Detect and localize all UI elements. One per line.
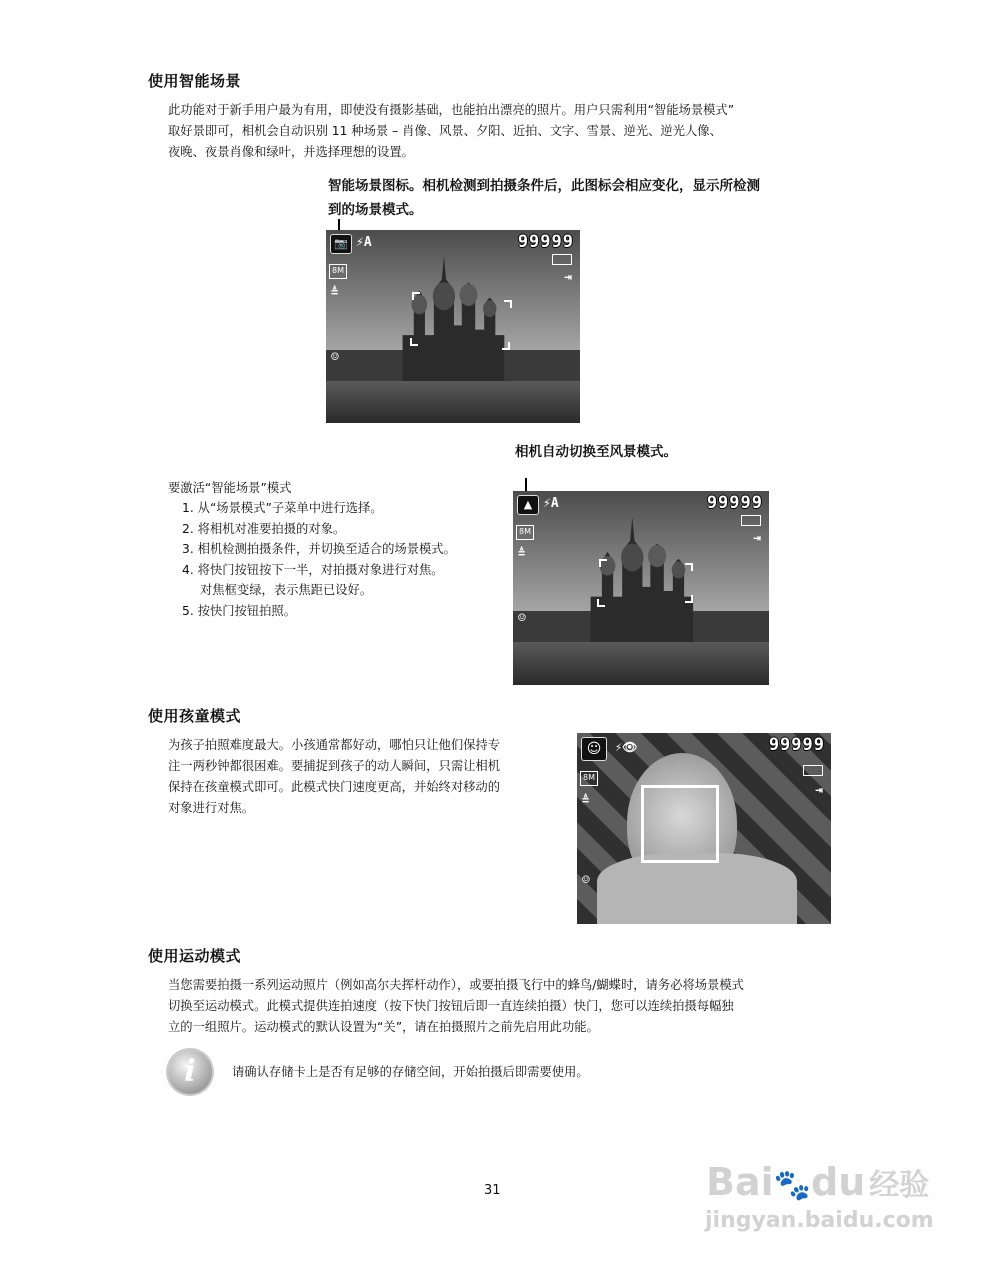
callout-line: 到的场景模式。 xyxy=(328,202,423,218)
paragraph-line: 夜晚、夜景肖像和绿叶，并选择理想的设置。 xyxy=(168,145,414,159)
sport-mode-description xyxy=(168,975,888,1038)
shots-remaining: 99999 xyxy=(517,232,574,252)
step-item: 3. 相机检测拍摄条件，并切换至适合的场景模式。 xyxy=(182,542,456,556)
storage-icon: ⇥ xyxy=(753,531,761,546)
callout-line: 智能场景图标。相机检测到拍摄条件后，此图标会相应变化，显示所检测 xyxy=(328,178,760,194)
battery-icon xyxy=(741,515,761,526)
focus-bracket xyxy=(597,599,605,607)
watermark-brand: Bai xyxy=(706,1160,774,1204)
storage-note: 请确认存储卡上是否有足够的存储空间，开始拍摄后即需要使用。 xyxy=(232,1065,589,1079)
flash-auto-icon: ⚡A xyxy=(356,235,372,250)
paragraph-line: 当您需要拍摄一系列运动照片（例如高尔夫挥杆动作），或要拍摄飞行中的蜂鸟/蝴蝶时，请务必将场景模式 xyxy=(168,978,744,992)
step-item-continuation: 对焦框变绿，表示焦距已设好。 xyxy=(200,583,373,597)
watermark-cn: 经验 xyxy=(869,1168,930,1203)
page-number: 31 xyxy=(484,1183,501,1198)
flash-redeye-icon: ⚡👁 xyxy=(615,740,638,754)
camera-screen-child xyxy=(577,733,831,924)
shots-remaining: 99999 xyxy=(768,735,825,755)
step-item: 1. 从“场景模式”子菜单中进行选择。 xyxy=(182,501,383,515)
focus-bracket xyxy=(685,563,693,571)
storage-icon: ⇥ xyxy=(564,270,572,285)
activation-steps xyxy=(182,498,456,621)
scene-auto-icon: 📷 xyxy=(330,234,352,254)
step-item: 5. 按快门按钮拍照。 xyxy=(182,603,297,618)
cathedral-silhouette xyxy=(397,249,509,388)
paragraph-line: 取好景即可，相机会自动识别 11 种场景 – 肖像、风景、夕阳、近拍、文字、雪景、逆光、逆光人像、 xyxy=(168,124,722,138)
step-item: 4. 将快门按钮按下一半，对拍摄对象进行对焦。 xyxy=(182,562,444,577)
flash-auto-icon: ⚡A xyxy=(543,496,559,511)
camera-screen-landscape xyxy=(513,491,769,685)
section-heading-smart-scene: 使用智能场景 xyxy=(148,72,242,90)
section-heading-sport-mode: 使用运动模式 xyxy=(148,947,242,965)
face-detect-icon: ☺ xyxy=(518,611,526,626)
paragraph-line: 保持在孩童模式即可。此模式快门速度更高，并始终对移动的 xyxy=(168,780,501,794)
quality-icon: ≜ xyxy=(582,793,590,807)
landscape-callout: 相机自动切换至风景模式。 xyxy=(515,444,677,460)
scene-icon-callout xyxy=(328,174,868,222)
watermark-logo xyxy=(706,1160,929,1204)
activate-title: 要激活“智能场景”模式 xyxy=(168,481,292,495)
scene-child-icon: ☺ xyxy=(581,737,607,761)
screen-ground xyxy=(513,642,769,685)
resolution-icon: 8M xyxy=(516,525,534,540)
child-body xyxy=(597,853,797,924)
quality-icon: ≜ xyxy=(518,546,526,560)
focus-bracket xyxy=(599,559,607,567)
smart-scene-description xyxy=(168,100,888,163)
resolution-icon: 8M xyxy=(329,264,347,279)
face-detect-frame xyxy=(641,785,719,863)
cathedral-silhouette xyxy=(585,510,698,650)
face-detect-icon: ☺ xyxy=(331,350,339,365)
paragraph-line: 对象进行对焦。 xyxy=(168,801,255,815)
scene-landscape-icon: ▲ xyxy=(517,495,539,515)
callout-marker xyxy=(525,478,527,492)
focus-bracket xyxy=(504,300,512,308)
focus-bracket xyxy=(685,595,693,603)
shots-remaining: 99999 xyxy=(706,493,763,513)
battery-icon xyxy=(803,765,823,776)
face-detect-icon: ☺ xyxy=(582,873,590,888)
paragraph-line: 此功能对于新手用户最为有用，即使没有摄影基础，也能拍出漂亮的照片。用户只需利用“智能场景模式” xyxy=(168,103,735,117)
step-item: 2. 将相机对准要拍摄的对象。 xyxy=(182,521,346,536)
storage-icon: ⇥ xyxy=(815,783,823,798)
focus-bracket xyxy=(502,342,510,350)
resolution-icon: 8M xyxy=(580,771,598,786)
paw-icon: 🐾 xyxy=(773,1168,811,1203)
paragraph-line: 切换至运动模式。此模式提供连拍速度（按下快门按钮后即一直连续拍摄）快门，您可以连续拍摄每幅独 xyxy=(168,999,734,1013)
focus-bracket xyxy=(412,292,420,300)
battery-icon xyxy=(552,254,572,265)
watermark-brand2: du xyxy=(811,1160,866,1204)
watermark-url: jingyan.baidu.com xyxy=(705,1208,934,1233)
camera-screen-auto xyxy=(326,230,580,423)
info-icon: i xyxy=(168,1050,212,1094)
paragraph-line: 注一两秒钟都很困难。要捕捉到孩子的动人瞬间，只需让相机 xyxy=(168,759,501,773)
section-heading-child-mode: 使用孩童模式 xyxy=(148,707,242,725)
focus-bracket xyxy=(410,338,418,346)
paragraph-line: 为孩子拍照难度最大。小孩通常都好动，哪怕只让他们保持专 xyxy=(168,738,501,752)
paragraph-line: 立的一组照片。运动模式的默认设置为“关”，请在拍摄照片之前先启用此功能。 xyxy=(168,1020,599,1034)
screen-ground xyxy=(326,381,580,423)
quality-icon: ≜ xyxy=(331,285,339,299)
child-mode-description xyxy=(168,735,568,819)
